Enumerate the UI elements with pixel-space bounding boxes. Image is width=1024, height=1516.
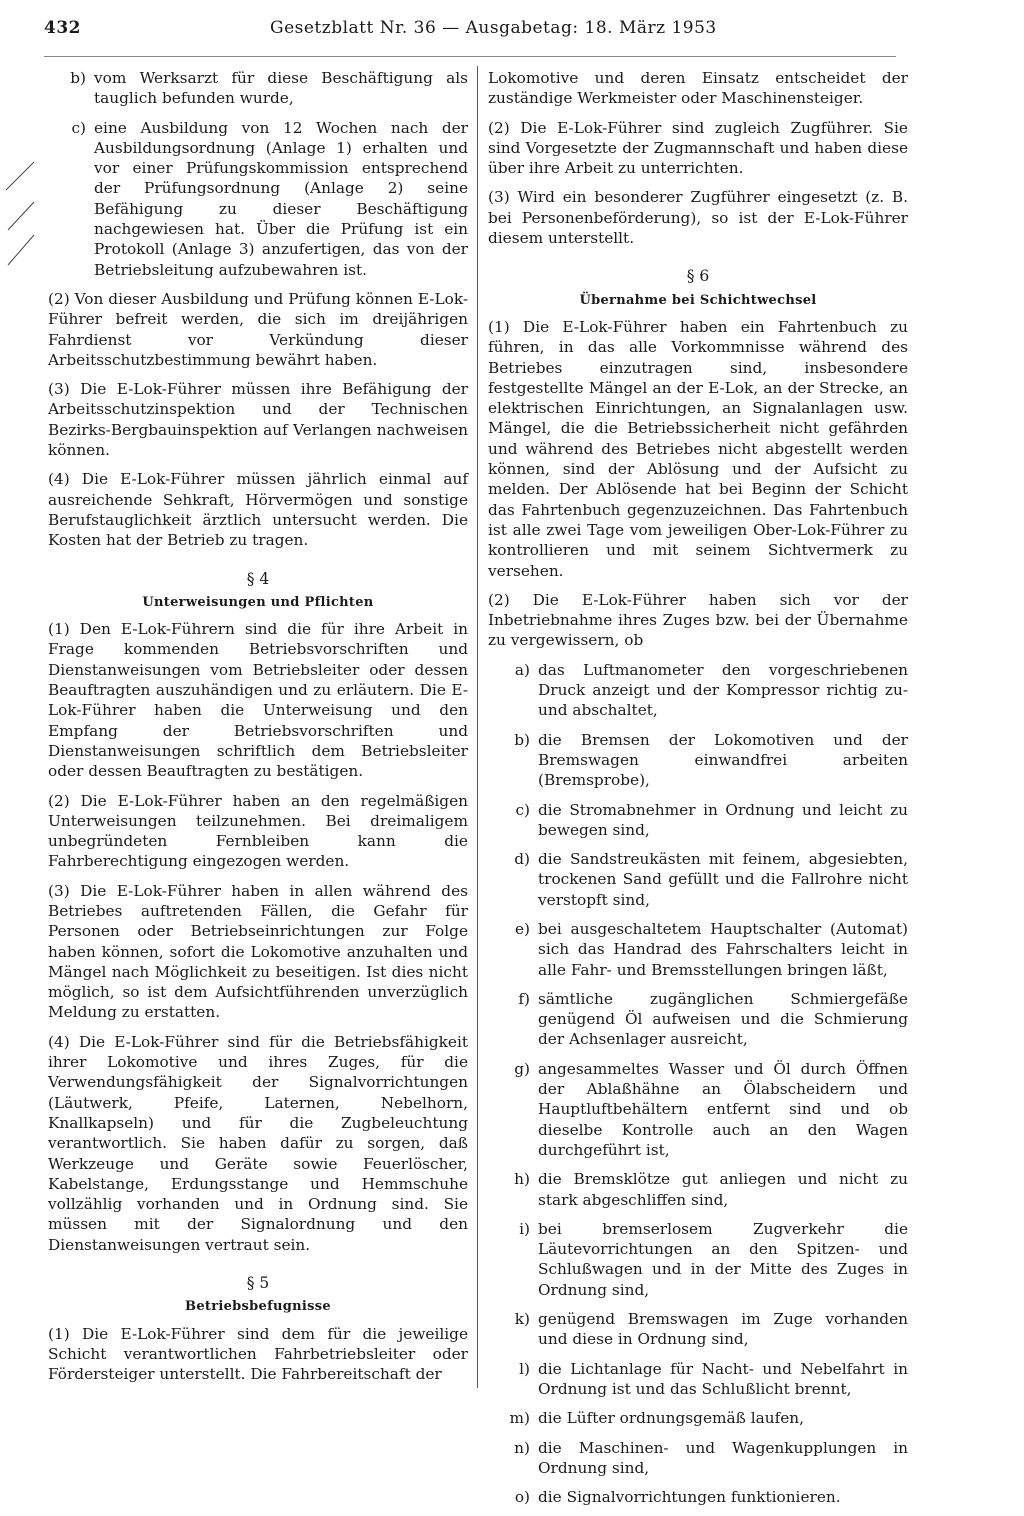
item-text: die Sandstreukästen mit feinem, abgesiebten, trockenen Sand gefüllt und die Fallrohre nicht verstopft sind,	[538, 850, 908, 909]
item-text: angesammeltes Wasser und Öl durch Öffnen der Ablaßhähne an Ölabscheidern und Hauptluftbehältern entfernt sind und ob dieselbe Kontrolle auch an den Wagen durchgeführt ist,	[538, 1059, 908, 1159]
list-item	[488, 1059, 908, 1160]
item-text: eine Ausbildung von 12 Wochen nach der Ausbildungsordnung (Anlage 1) erhalten und vor einer Prüfungskommission entsprechend der Prüfungsordnung (Anlage 2) seine Befähigung zu dieser Beschäftigung nachgewiesen hat. Über die Prüfung ist ein Protokoll (Anlage 3) anzufertigen, das von der Betriebsleitung aufzubewahren ist.	[94, 118, 468, 279]
header-rule	[44, 56, 896, 57]
item-text: bei ausgeschaltetem Hauptschalter (Automat) sich das Handrad des Fahrschalters leicht in alle Fahr- und Bremsstellungen bringen läßt,	[538, 919, 908, 979]
paragraph: (3) Die E-Lok-Führer müssen ihre Befähigung der Arbeitsschutzinspektion und der Technischen Bezirks-Bergbauinspektion auf Verlangen nachweisen können.	[48, 380, 468, 460]
item-text: genügend Bremswagen im Zuge vorhanden und diese in Ordnung sind,	[538, 1310, 908, 1349]
item-text: vom Werksarzt für diese Beschäftigung als tauglich befunden wurde,	[94, 69, 468, 108]
item-label: l)	[519, 1359, 530, 1378]
section-number: § 6	[686, 267, 710, 286]
paragraph: (1) Die E-Lok-Führer haben ein Fahrtenbuch zu führen, in das alle Vorkommnisse während des Betriebes einzutragen sind, insbesondere festgestellte Mängel an der E-Lok, an der Strecke, an elektrischen Einrichtungen, an Signalanlagen usw. Mängel, die die Betriebssicherheit nicht gefährden und während des Betriebes nicht abgestellt werden können, sind der Ablösung und der Aufsicht zu melden. Der Ablösende hat bei Beginn der Schicht das Fahrtenbuch gegenzuzeichnen. Das Fahrtenbuch ist alle zwei Tage vom jeweiligen Ober-Lok-Führer zu kontrollieren und mit seinem Sichtvermerk zu versehen.	[488, 317, 908, 580]
column-divider	[477, 66, 478, 1388]
list-item	[488, 800, 908, 841]
item-text: das Luftmanometer den vorgeschriebenen Druck anzeigt und der Kompressor richtig zu- und abschaltet,	[538, 660, 908, 720]
item-text: die Stromabnehmer in Ordnung und leicht zu bewegen sind,	[538, 800, 908, 839]
item-label: m)	[509, 1409, 530, 1428]
item-label: b)	[514, 730, 530, 749]
list-item	[488, 849, 908, 910]
page-number: 432	[44, 18, 81, 38]
item-label: h)	[514, 1170, 530, 1189]
item-label: d)	[514, 850, 530, 869]
item-label: g)	[514, 1059, 530, 1078]
item-label: a)	[514, 660, 530, 679]
left-column	[48, 68, 468, 1394]
paragraph: (3) Die E-Lok-Führer haben in allen während des Betriebes auftretenden Fällen, die Gefahr für Personen oder Betriebseinrichtungen zur Folge haben können, sofort die Lokomotive anzuhalten und Mängel nach Möglichkeit zu beseitigen. Ist dies nicht möglich, so ist dem Aufsichtführenden unverzüglich Meldung zu erstatten.	[48, 881, 468, 1022]
item-text: sämtliche zugänglichen Schmiergefäße genügend Öl aufweisen und die Schmierung der Achsenlager ausreicht,	[538, 989, 908, 1049]
paragraph: (1) Die E-Lok-Führer sind dem für die jeweilige Schicht verantwortlichen Fahrbetriebsleiter oder Fördersteiger unterstellt. Die Fahrbereitschaft der	[48, 1324, 468, 1384]
item-label: n)	[514, 1438, 530, 1457]
paragraph: (2) Die E-Lok-Führer sind zugleich Zugführer. Sie sind Vorgesetzte der Zugmannschaft und haben diese über ihre Arbeit zu unterrichten.	[488, 118, 908, 178]
list-item	[488, 1309, 908, 1350]
paragraph: Lokomotive und deren Einsatz entscheidet der zuständige Werkmeister oder Maschinensteiger.	[488, 69, 908, 108]
item-text: die Bremsen der Lokomotiven und der Bremswagen einwandfrei arbeiten (Bremsprobe),	[538, 730, 908, 790]
list-item	[488, 1487, 908, 1507]
section-title: Betriebsbefugnisse	[185, 1299, 331, 1315]
item-label: k)	[514, 1310, 530, 1329]
section-number: § 5	[246, 1274, 270, 1293]
list-item	[488, 1219, 908, 1300]
paragraph: (4) Die E-Lok-Führer müssen jährlich einmal auf ausreichende Sehkraft, Hörvermögen und sonstige Berufstauglichkeit ärztlich untersucht werden. Die Kosten hat der Betrieb zu tragen.	[48, 470, 468, 550]
list-item	[488, 919, 908, 980]
item-label: e)	[514, 919, 530, 938]
item-label: o)	[514, 1488, 530, 1507]
item-label: b)	[70, 69, 86, 87]
item-label: c)	[515, 800, 530, 819]
section-number: § 4	[246, 569, 270, 588]
section-title: Übernahme bei Schichtwechsel	[579, 292, 817, 308]
item-text: die Lüfter ordnungsgemäß laufen,	[538, 1409, 804, 1428]
item-text: bei bremserlosem Zugverkehr die Läutevorrichtungen an den Spitzen- und Schlußwagen und in der Mitte des Zuges in Ordnung sind,	[538, 1219, 908, 1299]
page-header	[44, 16, 984, 46]
list-item	[488, 730, 908, 791]
item-text: die Bremsklötze gut anliegen und nicht zu stark abgeschliffen sind,	[538, 1170, 908, 1209]
paragraph: (4) Die E-Lok-Führer sind für die Betriebsfähigkeit ihrer Lokomotive und ihres Zuges, für die Verwendungsfähigkeit der Signalvorrichtungen (Läutwerk, Pfeife, Laternen, Nebelhorn, Knallkapseln) und für die Zugbeleuchtung verantwortlich. Sie haben dafür zu sorgen, daß Werkzeuge und Geräte sowie Feuerlöscher, Kabelstange, Erdungsstange und Hemmschuhe vollzählig vorhanden und in Ordnung sind. Sie müssen mit der Signalordnung und den Dienstanweisungen vertraut sein.	[48, 1032, 468, 1254]
section-title: Unterweisungen und Pflichten	[142, 594, 374, 610]
item-text: die Maschinen- und Wagenkupplungen in Ordnung sind,	[538, 1438, 908, 1477]
list-item	[488, 1359, 908, 1400]
list-item	[488, 1169, 908, 1210]
list-item	[488, 1408, 908, 1428]
list-item	[48, 68, 468, 109]
item-text: die Signalvorrichtungen funktionieren.	[538, 1488, 841, 1507]
paragraph: (2) Die E-Lok-Führer haben sich vor der Inbetriebnahme ihres Zuges bzw. bei der Übernahme zu vergewissern, ob	[488, 590, 908, 650]
list-item	[488, 660, 908, 721]
header-title: Gesetzblatt Nr. 36 — Ausgabetag: 18. März 1953	[270, 18, 717, 38]
paragraph: (2) Von dieser Ausbildung und Prüfung können E-Lok-Führer befreit werden, die sich im dreijährigen Fahrdienst vor Verkündung dieser Arbeitsschutzbestimmung bewährt haben.	[48, 289, 468, 369]
item-label: f)	[518, 989, 530, 1008]
margin-pencil-marks	[0, 150, 44, 290]
list-item	[488, 1438, 908, 1479]
right-column	[488, 68, 908, 1516]
item-text: die Lichtanlage für Nacht- und Nebelfahrt in Ordnung ist und das Schlußlicht brennt,	[538, 1359, 908, 1398]
item-label: i)	[519, 1219, 530, 1238]
list-item	[488, 989, 908, 1050]
item-label: c)	[71, 118, 86, 137]
paragraph: (1) Den E-Lok-Führern sind die für ihre Arbeit in Frage kommenden Betriebsvorschriften und Dienstanweisungen vom Betriebsleiter oder dessen Beauftragten auszuhändigen und zu erläutern. Die E-Lok-Führer haben die Unterweisung und den Empfang der Betriebsvorschriften und Dienstanweisungen schriftlich dem Betriebsleiter oder dessen Beauftragten zu bestätigen.	[48, 620, 468, 781]
paragraph: (2) Die E-Lok-Führer haben an den regelmäßigen Unterweisungen teilzunehmen. Bei dreimaligem unbegründeten Fernbleiben kann die Fahrberechtigung eingezogen werden.	[48, 791, 468, 871]
list-item	[48, 118, 468, 280]
paragraph: (3) Wird ein besonderer Zugführer eingesetzt (z. B. bei Personenbeförderung), so ist der E-Lok-Führer diesem unterstellt.	[488, 188, 908, 248]
